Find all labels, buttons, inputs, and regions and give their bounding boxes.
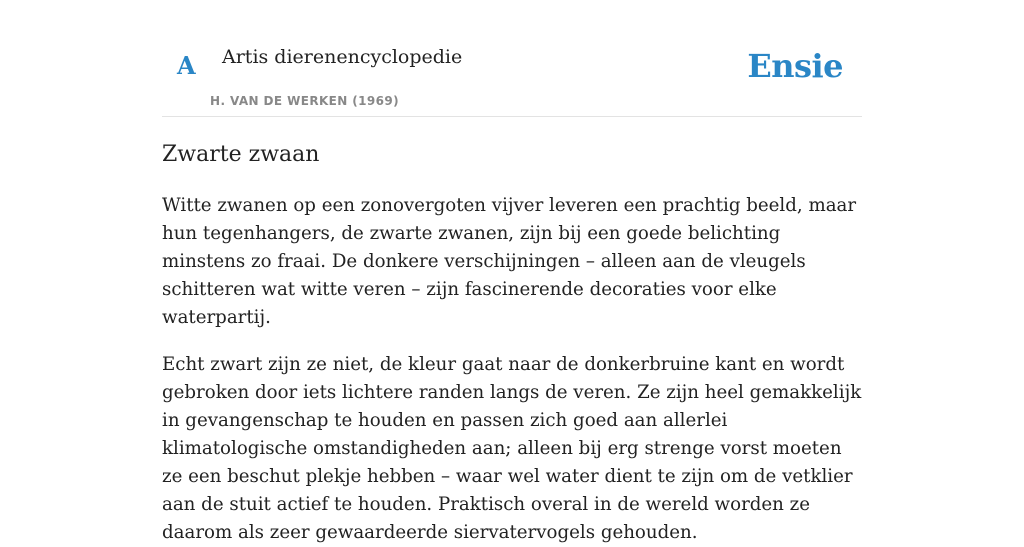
encyclopedia-header (162, 0, 862, 117)
letter-index-link[interactable]: A (177, 51, 196, 80)
ensie-logo-link[interactable]: Ensie (747, 47, 843, 85)
entry-content (162, 138, 862, 547)
entry-title: Zwarte zwaan (162, 142, 320, 167)
book-author: H. VAN DE WERKEN (1969) (210, 94, 400, 108)
book-title-link[interactable]: Artis dierenencyclopedie (222, 46, 463, 68)
entry-paragraph: Echt zwart zijn ze niet, de kleur gaat naar de donkerbruine kant en wordt gebroken door iets lichtere randen langs de veren. Ze zijn heel gemakkelijk in gevangenschap te houden en passen zich goed aan allerlei klimatologische omstandigheden aan; alleen bij erg strenge vorst moeten ze een beschut plekje hebben – waar wel water dient te zijn om de vetklier aan de stuit actief te houden. Praktisch overal in de wereld worden ze daarom als zeer gewaardeerde siervatervogels gehouden. (162, 354, 862, 543)
entry-paragraph: Witte zwanen op een zonovergoten vijver leveren een prachtig beeld, maar hun tegenhangers, de zwarte zwanen, zijn bij een goede belichting minstens zo fraai. De donkere verschijningen – alleen aan de vleugels schitteren wat witte veren – zijn fascinerende decoraties voor elke waterpartij. (162, 195, 857, 328)
